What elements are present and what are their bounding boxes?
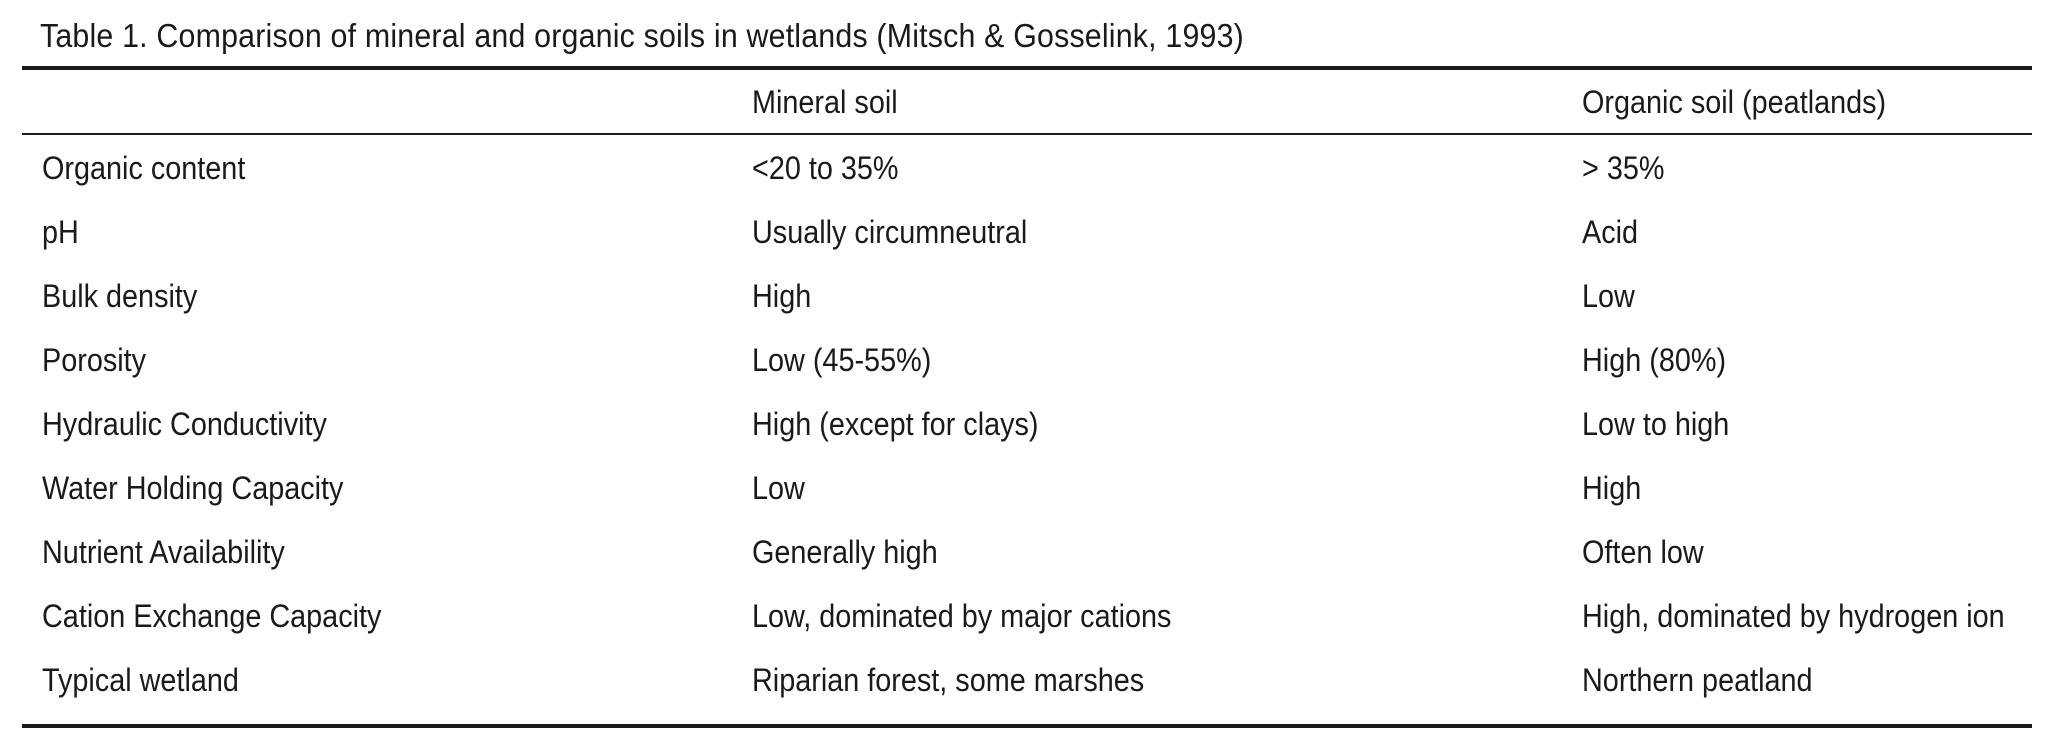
organic-value: > 35% [1582, 149, 1665, 186]
mineral-value: Low (45-55%) [752, 341, 932, 378]
mineral-value: Low [752, 469, 805, 506]
row-label: Typical wetland [42, 661, 239, 698]
mineral-value: Usually circumneutral [752, 213, 1028, 250]
organic-value: High, dominated by hydrogen ion [1582, 597, 2005, 634]
organic-value: Northern peatland [1582, 661, 1813, 698]
table-row [22, 648, 2032, 712]
row-label: Bulk density [42, 277, 198, 314]
header-property [22, 70, 752, 134]
table-row [22, 392, 2032, 456]
organic-value: Acid [1582, 213, 1639, 250]
table-row [22, 456, 2032, 520]
table-caption: Table 1. Comparison of mineral and organic soils in wetlands (Mitsch & Gosselink, 1993) [40, 17, 1244, 54]
mineral-value: High [752, 277, 812, 314]
table-row [22, 264, 2032, 328]
table-row [22, 584, 2032, 648]
row-label: Organic content [42, 149, 246, 186]
table-row [22, 328, 2032, 392]
row-label: pH [42, 213, 79, 250]
row-label: Nutrient Availability [42, 533, 285, 570]
organic-value: High (80%) [1582, 341, 1727, 378]
mineral-value: High (except for clays) [752, 405, 1039, 442]
mineral-value: Generally high [752, 533, 938, 570]
organic-value: High [1582, 469, 1642, 506]
table-row [22, 134, 2032, 200]
table-row [22, 520, 2032, 584]
organic-value: Low [1582, 277, 1635, 314]
header-mineral-soil: Mineral soil [752, 83, 898, 120]
table-row [22, 200, 2032, 264]
row-label: Porosity [42, 341, 147, 378]
mineral-value: Riparian forest, some marshes [752, 661, 1145, 698]
header-organic-soil: Organic soil (peatlands) [1582, 83, 1887, 120]
mineral-value: Low, dominated by major cations [752, 597, 1172, 634]
row-label: Cation Exchange Capacity [42, 597, 382, 634]
mineral-value: <20 to 35% [752, 149, 899, 186]
soil-comparison-table [22, 70, 2032, 712]
row-label: Hydraulic Conductivity [42, 405, 327, 442]
table-bottom-rule [22, 724, 2032, 728]
organic-value: Often low [1582, 533, 1704, 570]
row-label: Water Holding Capacity [42, 469, 344, 506]
table-header-row [22, 70, 2032, 134]
organic-value: Low to high [1582, 405, 1730, 442]
